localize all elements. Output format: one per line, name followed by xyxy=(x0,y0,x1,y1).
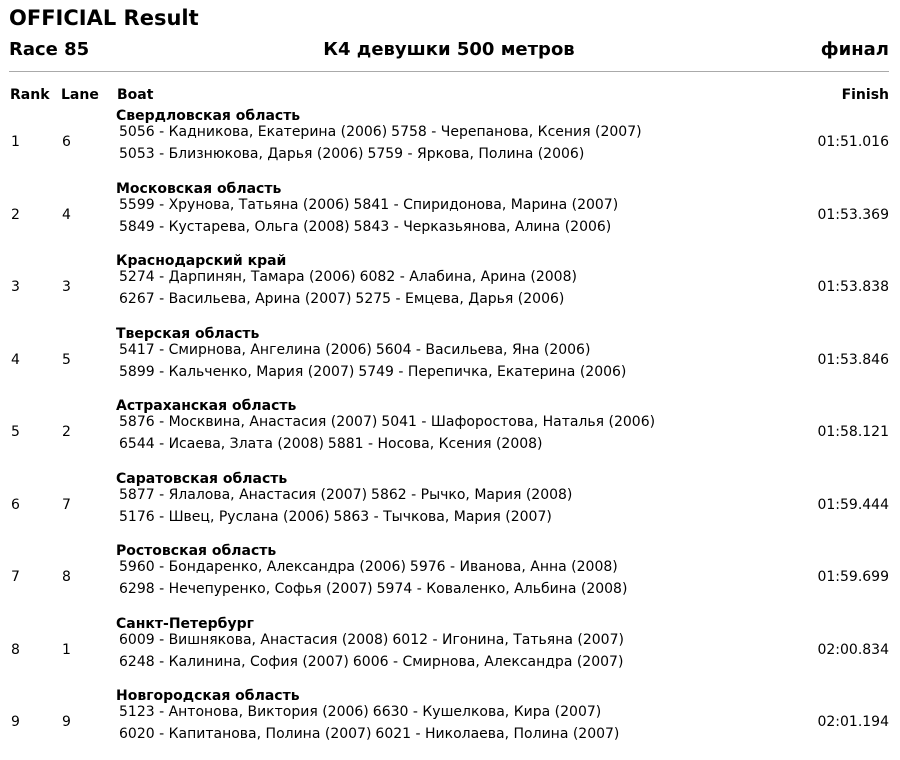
team-name: Санкт-Петербург xyxy=(116,615,254,632)
result-entry xyxy=(0,471,900,543)
crew-member: 5041 - Шафоростова, Наталья (2006) xyxy=(381,414,656,430)
crew-member: 5974 - Коваленко, Альбина (2008) xyxy=(376,581,628,597)
rank-value: 7 xyxy=(11,569,20,585)
rank-value: 8 xyxy=(11,641,20,658)
crew-member: 5417 - Смирнова, Ангелина (2006) xyxy=(119,341,372,358)
lane-value: 8 xyxy=(62,569,71,585)
crew-member: 6009 - Вишнякова, Анастасия (2008) xyxy=(119,631,389,648)
rank-value: 6 xyxy=(11,496,20,513)
lane-value: 9 xyxy=(62,714,71,730)
finish-time: 01:53.369 xyxy=(817,206,889,223)
result-entry xyxy=(0,253,900,325)
lane-value: 7 xyxy=(62,496,71,513)
crew-member: 6298 - Нечепуренко, Софья (2007) xyxy=(119,581,373,597)
finish-time: 01:59.699 xyxy=(817,569,889,585)
header-divider xyxy=(9,71,889,72)
crew-member: 5275 - Емцева, Дарья (2006) xyxy=(355,291,565,307)
finish-time: 01:51.016 xyxy=(817,134,889,150)
finish-time: 01:58.121 xyxy=(817,424,889,440)
column-header-boat: Boat xyxy=(117,87,154,103)
crew-member: 6082 - Алабина, Арина (2008) xyxy=(359,269,577,285)
rank-value: 3 xyxy=(11,279,20,295)
lane-value: 3 xyxy=(62,279,71,295)
crew-member: 5876 - Москвина, Анастасия (2007) xyxy=(119,414,378,430)
crew-member: 5604 - Васильева, Яна (2006) xyxy=(375,341,591,358)
crew-member: 5881 - Носова, Ксения (2008) xyxy=(327,436,543,452)
column-header-finish: Finish xyxy=(841,87,889,103)
lane-value: 5 xyxy=(62,351,71,368)
result-entry xyxy=(0,688,900,760)
team-name: Астраханская область xyxy=(116,398,297,414)
crew-member: 5758 - Черепанова, Ксения (2007) xyxy=(391,124,642,140)
team-name: Свердловская область xyxy=(116,108,301,124)
crew-member: 6006 - Смирнова, Александра (2007) xyxy=(352,653,624,670)
crew-member: 6021 - Николаева, Полина (2007) xyxy=(375,726,620,742)
race-phase: финал xyxy=(820,39,889,60)
crew-member: 5976 - Иванова, Анна (2008) xyxy=(409,559,618,575)
crew-line xyxy=(119,726,619,742)
crew-member: 5960 - Бондаренко, Александра (2006) xyxy=(119,559,406,575)
race-number: Race 85 xyxy=(9,39,90,60)
crew-member: 5274 - Дарпинян, Тамара (2006) xyxy=(119,269,356,285)
crew-line xyxy=(119,124,642,140)
event-name: К4 девушки 500 метров xyxy=(323,39,575,60)
crew-member: 5841 - Спиридонова, Марина (2007) xyxy=(353,196,619,213)
race-header xyxy=(9,39,889,65)
rank-value: 9 xyxy=(11,714,20,730)
finish-time: 01:59.444 xyxy=(817,496,889,513)
crew-line xyxy=(119,146,584,162)
rank-value: 2 xyxy=(11,206,20,223)
team-name: Краснодарский край xyxy=(116,253,287,269)
lane-value: 4 xyxy=(62,206,71,223)
result-entry xyxy=(0,543,900,615)
crew-line xyxy=(119,197,618,213)
crew-member: 5123 - Антонова, Виктория (2006) xyxy=(119,704,369,720)
crew-member: 5759 - Яркова, Полина (2006) xyxy=(367,146,585,162)
team-name: Новгородская область xyxy=(116,688,300,704)
crew-line xyxy=(119,269,577,285)
crew-member: 6544 - Исаева, Злата (2008) xyxy=(119,436,324,452)
finish-time: 01:53.846 xyxy=(817,351,889,368)
team-name: Саратовская область xyxy=(116,470,288,487)
rank-value: 1 xyxy=(11,134,20,150)
page-title: OFFICIAL Result xyxy=(9,6,199,30)
crew-line xyxy=(119,342,590,358)
team-name: Тверская область xyxy=(116,325,260,342)
crew-line xyxy=(119,364,626,380)
crew-line xyxy=(119,414,655,430)
crew-member: 5599 - Хрунова, Татьяна (2006) xyxy=(119,196,350,213)
crew-line xyxy=(119,487,572,503)
finish-time: 02:01.194 xyxy=(817,714,889,730)
crew-member: 5749 - Перепичка, Екатерина (2006) xyxy=(358,363,627,380)
team-name: Московская область xyxy=(116,180,282,197)
lane-value: 2 xyxy=(62,424,71,440)
rank-value: 5 xyxy=(11,424,20,440)
crew-member: 6267 - Васильева, Арина (2007) xyxy=(119,291,352,307)
finish-time: 01:53.838 xyxy=(817,279,889,295)
crew-member: 6012 - Игонина, Татьяна (2007) xyxy=(392,631,624,648)
result-entry xyxy=(0,108,900,180)
result-entry xyxy=(0,398,900,470)
crew-member: 5849 - Кустарева, Ольга (2008) xyxy=(119,218,350,235)
crew-member: 5843 - Черказьянова, Алина (2006) xyxy=(353,218,612,235)
lane-value: 1 xyxy=(62,641,71,658)
crew-line xyxy=(119,559,618,575)
lane-value: 6 xyxy=(62,134,71,150)
crew-line xyxy=(119,509,552,525)
crew-line xyxy=(119,704,601,720)
crew-member: 5899 - Кальченко, Мария (2007) xyxy=(119,363,355,380)
team-name: Ростовская область xyxy=(116,543,277,559)
crew-member: 5862 - Рычко, Мария (2008) xyxy=(371,486,573,503)
crew-member: 5877 - Ялалова, Анастасия (2007) xyxy=(119,486,368,503)
crew-line xyxy=(119,581,627,597)
crew-line xyxy=(119,436,543,452)
column-header-lane: Lane xyxy=(61,87,99,103)
crew-line xyxy=(119,632,624,648)
crew-line xyxy=(119,291,564,307)
finish-time: 02:00.834 xyxy=(817,641,889,658)
result-entry xyxy=(0,616,900,688)
crew-member: 5176 - Швец, Руслана (2006) xyxy=(119,508,330,525)
crew-member: 6020 - Капитанова, Полина (2007) xyxy=(119,726,372,742)
crew-member: 5863 - Тычкова, Мария (2007) xyxy=(333,508,552,525)
crew-member: 5053 - Близнюкова, Дарья (2006) xyxy=(119,146,364,162)
crew-member: 6630 - Кушелкова, Кира (2007) xyxy=(372,704,602,720)
crew-line xyxy=(119,219,611,235)
result-entry xyxy=(0,181,900,253)
crew-line xyxy=(119,654,623,670)
result-entry xyxy=(0,326,900,398)
rank-value: 4 xyxy=(11,351,20,368)
crew-member: 6248 - Калинина, София (2007) xyxy=(119,653,349,670)
crew-member: 5056 - Кадникова, Екатерина (2006) xyxy=(119,124,388,140)
column-header-rank: Rank xyxy=(10,87,50,103)
